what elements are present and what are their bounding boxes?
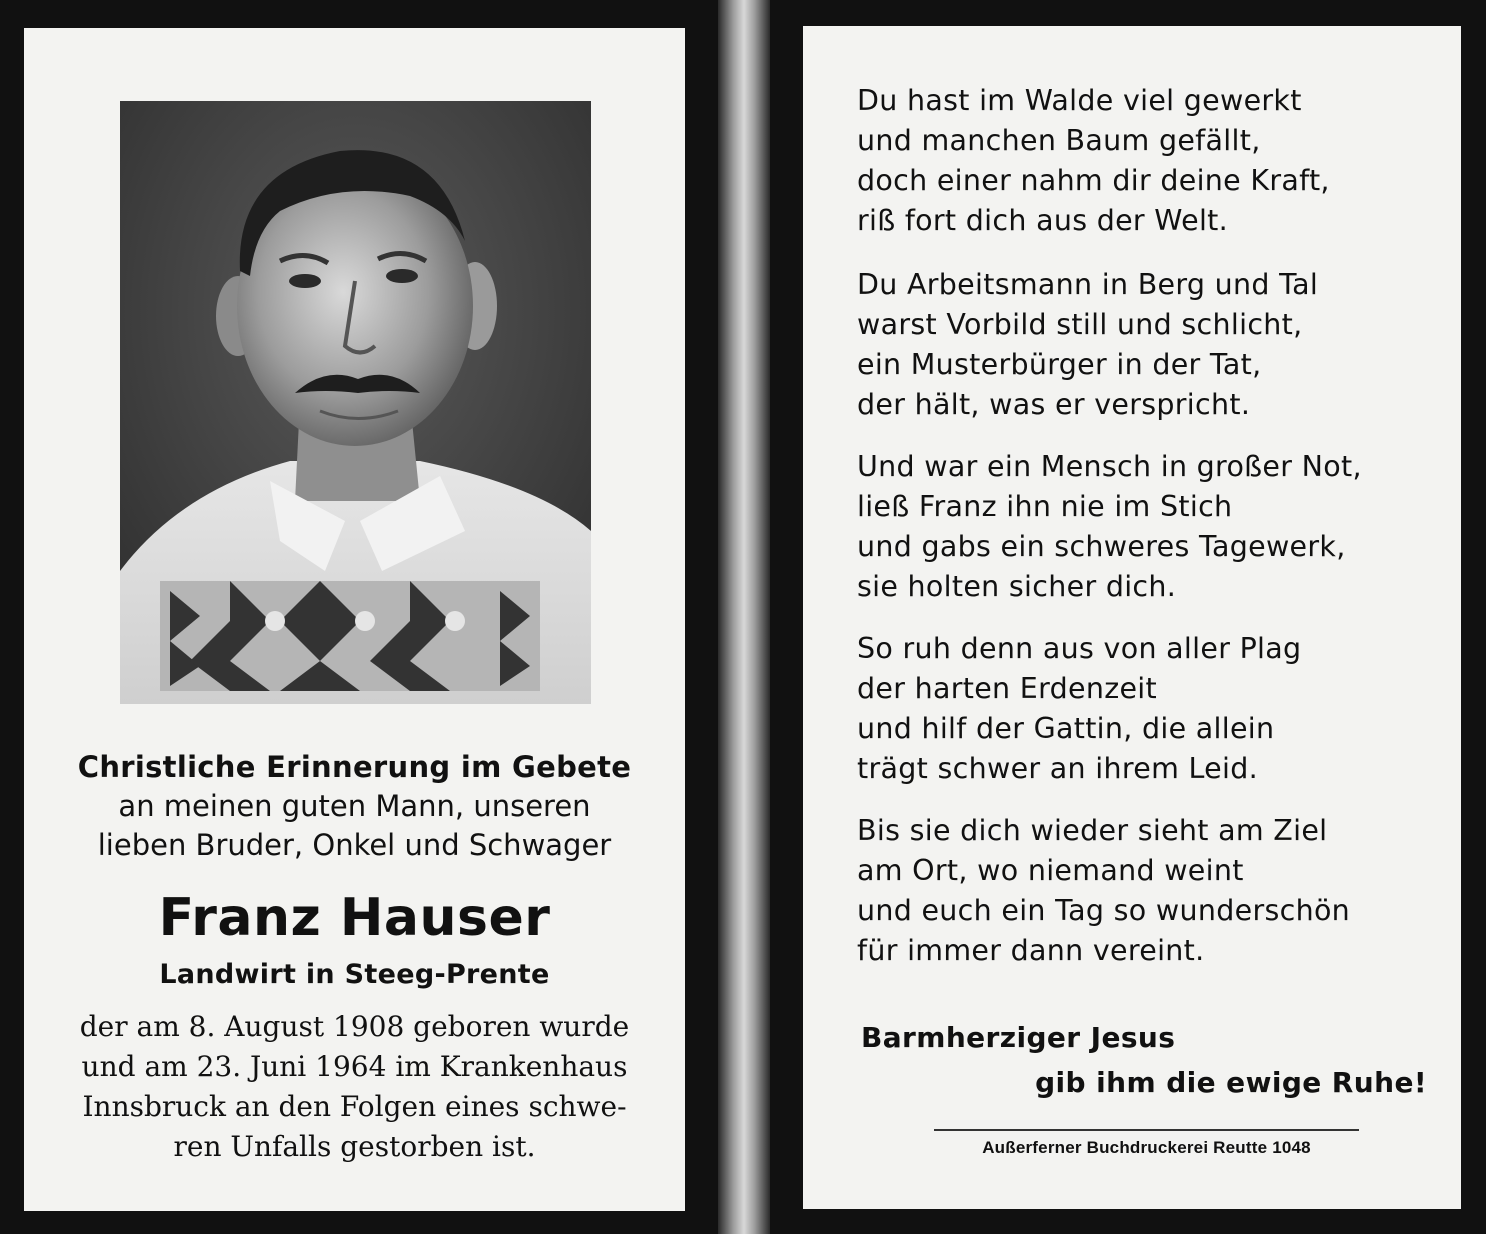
intro-line-1: Christliche Erinnerung im Gebete: [77, 750, 632, 784]
details-line-1: der am 8. August 1908 geboren wurde: [79, 1010, 630, 1043]
poem-line: ein Musterbürger in der Tat,: [857, 348, 1262, 381]
poem-line: Bis sie dich wieder sieht am Ziel: [857, 814, 1328, 847]
portrait-photo: [120, 101, 591, 704]
poem-line: So ruh denn aus von aller Plag: [857, 632, 1302, 665]
poem-line: Du Arbeitsmann in Berg und Tal: [857, 268, 1319, 301]
memorial-card-front: [24, 28, 685, 1211]
poem-line: riß fort dich aus der Welt.: [857, 204, 1229, 237]
closing-line-1: Barmherziger Jesus: [861, 1021, 1176, 1054]
details-line-4: ren Unfalls gestorben ist.: [173, 1130, 536, 1163]
poem-line: und hilf der Gattin, die allein: [857, 712, 1275, 745]
poem-line: doch einer nahm dir deine Kraft,: [857, 164, 1330, 197]
poem-line: am Ort, wo niemand weint: [857, 854, 1244, 887]
intro-line-2: an meinen guten Mann, unseren: [118, 789, 591, 823]
card-fold-gap: [718, 0, 770, 1234]
poem-line: und euch ein Tag so wunderschön: [857, 894, 1351, 927]
printer-imprint: Außerferner Buchdruckerei Reutte 1048: [982, 1138, 1311, 1157]
poem-line: für immer dann vereint.: [857, 934, 1205, 967]
occupation: Landwirt in Steeg-Prente: [159, 959, 550, 990]
poem-line: warst Vorbild still und schlicht,: [857, 308, 1303, 341]
printer-divider: [934, 1129, 1359, 1131]
details-line-3: Innsbruck an den Folgen eines schwe-: [82, 1090, 627, 1123]
deceased-name: Franz Hauser: [158, 888, 551, 948]
poem-line: und gabs ein schweres Tagewerk,: [857, 530, 1346, 563]
closing-line-2: gib ihm die ewige Ruhe!: [1035, 1066, 1427, 1099]
poem-line: ließ Franz ihn nie im Stich: [857, 490, 1233, 523]
poem-line: trägt schwer an ihrem Leid.: [857, 752, 1258, 785]
poem-line: und manchen Baum gefällt,: [857, 124, 1261, 157]
details-line-2: und am 23. Juni 1964 im Krankenhaus: [81, 1050, 628, 1083]
poem-line: Und war ein Mensch in großer Not,: [857, 450, 1362, 483]
poem-line: Du hast im Walde viel gewerkt: [857, 84, 1302, 117]
intro-line-3: lieben Bruder, Onkel und Schwager: [97, 828, 612, 862]
poem-line: sie holten sicher dich.: [857, 570, 1177, 603]
poem-line: der harten Erdenzeit: [857, 672, 1157, 705]
poem-line: der hält, was er verspricht.: [857, 388, 1251, 421]
memorial-card-back: [803, 26, 1461, 1209]
